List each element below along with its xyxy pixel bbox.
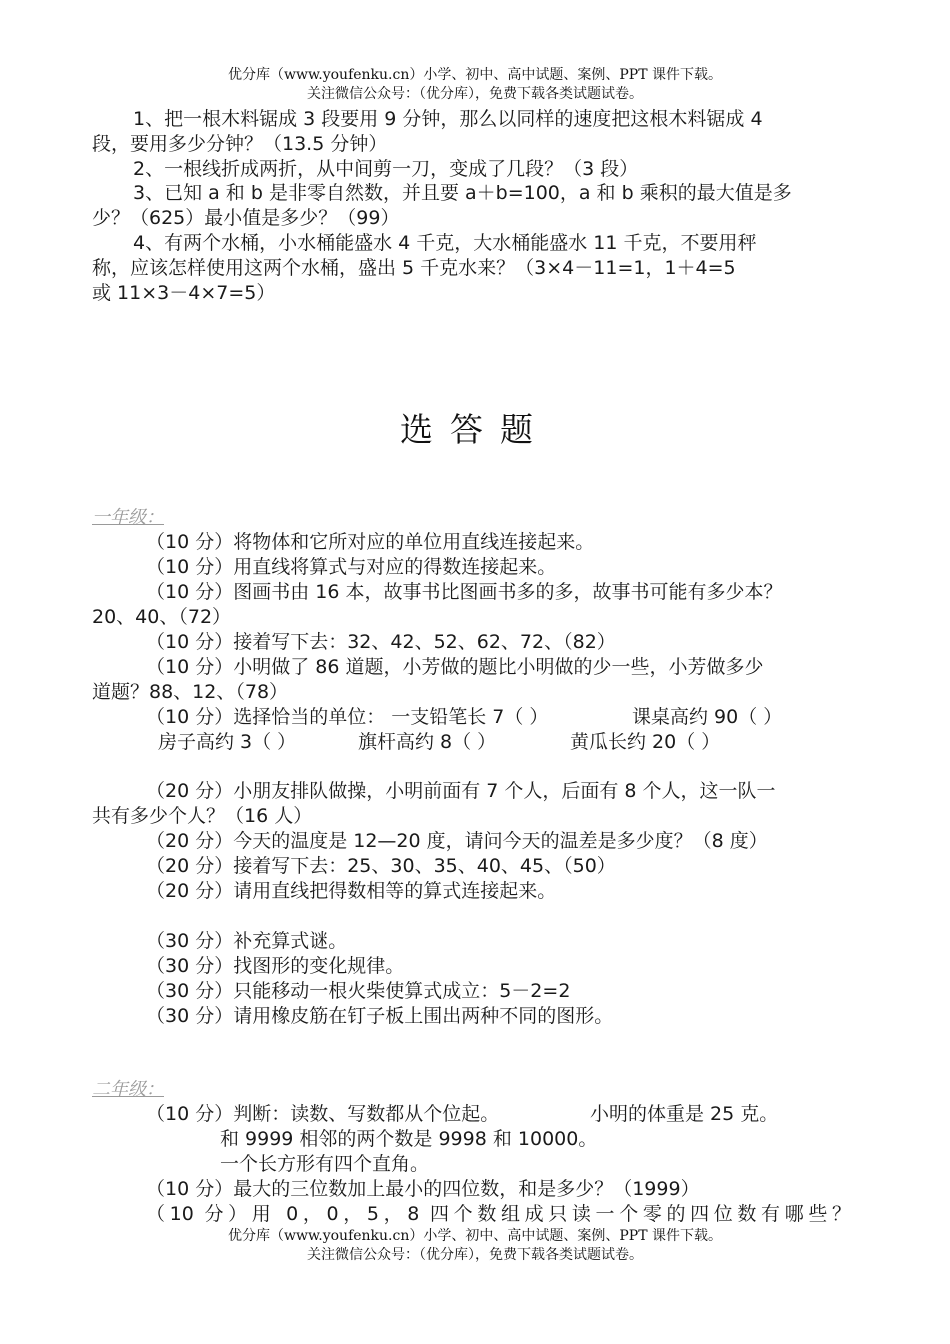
footer-line-2: 关注微信公众号：（优分库），免费下载各类试题试卷。 — [307, 1247, 643, 1263]
question-line: （20 分）接着写下去：25、30、35、40、45、（50） — [146, 855, 616, 877]
section-title: 选答题 — [400, 410, 550, 449]
question-line: 课桌高约 90（ ） — [632, 706, 783, 728]
question-line: 和 9999 相邻的两个数是 9998 和 10000。 — [220, 1128, 598, 1150]
question-line: 一个长方形有四个直角。 — [220, 1153, 430, 1175]
question-line: （30 分）找图形的变化规律。 — [146, 955, 405, 977]
question-line: 道题？88、12、（78） — [92, 681, 289, 703]
grade2-label: 二年级： — [92, 1079, 164, 1100]
intro-line: 2、一根线折成两折，从中间剪一刀，变成了几段？（3 段） — [133, 158, 639, 180]
question-line: （20 分）请用直线把得数相等的算式连接起来。 — [146, 880, 557, 902]
footer-line-1: 优分库（www.youfenku.cn）小学、初中、高中试题、案例、PPT 课件下载。 — [227, 1228, 722, 1244]
question-line: 旗杆高约 8（ ） — [358, 731, 497, 753]
grade1-label: 一年级： — [92, 507, 164, 528]
question-line: （30 分）请用橡皮筋在钉子板上围出两种不同的图形。 — [146, 1005, 614, 1027]
intro-line: 称，应该怎样使用这两个水桶，盛出 5 千克水来？（3×4－11=1，1＋4=5 — [92, 257, 736, 279]
question-line: 小明的体重是 25 克。 — [590, 1103, 779, 1125]
question-line: （30 分）补充算式谜。 — [146, 930, 348, 952]
question-line: （20 分）今天的温度是 12—20 度，请问今天的温差是多少度？（8 度） — [146, 830, 768, 852]
intro-line: 少？（625）最小值是多少？（99） — [92, 207, 400, 229]
question-line: （10 分）图画书由 16 本，故事书比图画书多的多，故事书可能有多少本？ — [146, 581, 783, 603]
intro-line: 段，要用多少分钟？（13.5 分钟） — [92, 133, 388, 155]
intro-line: 4、有两个水桶，小水桶能盛水 4 千克，大水桶能盛水 11 千克，不要用秤 — [133, 232, 757, 254]
question-line: （10 分）选择恰当的单位： 一支铅笔长 7（ ） — [146, 706, 549, 728]
question-line: （10 分）用 0，0，5，8 四个数组成只读一个零的四位数有哪些？ — [146, 1203, 851, 1225]
question-line: 房子高约 3（ ） — [158, 731, 297, 753]
question-line: （10 分）将物体和它所对应的单位用直线连接起来。 — [146, 531, 595, 553]
question-line: （10 分）小明做了 86 道题，小芳做的题比小明做的少一些，小芳做多少 — [146, 656, 764, 678]
question-line: 黄瓜长约 20（ ） — [570, 731, 721, 753]
question-line: 20、40、（72） — [92, 606, 232, 628]
question-line: （10 分）最大的三位数加上最小的四位数，和是多少？（1999） — [146, 1178, 700, 1200]
question-line: （10 分）用直线将算式与对应的得数连接起来。 — [146, 556, 557, 578]
header-line-1: 优分库（www.youfenku.cn）小学、初中、高中试题、案例、PPT 课件下载。 — [227, 67, 722, 83]
intro-line: 1、把一根木料锯成 3 段要用 9 分钟，那么以同样的速度把这根木料锯成 4 — [133, 108, 763, 130]
intro-line: 3、已知 a 和 b 是非零自然数，并且要 a＋b=100，a 和 b 乘积的最大值是多 — [133, 182, 792, 204]
intro-line: 或 11×3－4×7=5） — [92, 282, 276, 304]
question-line: （30 分）只能移动一根火柴使算式成立：5－2=2 — [146, 980, 571, 1002]
question-line: （10 分）接着写下去：32、42、52、62、72、（82） — [146, 631, 616, 653]
question-line: 共有多少个人？（16 人） — [92, 805, 313, 827]
question-line: （10 分）判断：读数、写数都从个位起。 — [146, 1103, 500, 1125]
header-line-2: 关注微信公众号：（优分库），免费下载各类试题试卷。 — [307, 86, 643, 102]
question-line: （20 分）小朋友排队做操，小明前面有 7 个人，后面有 8 个人，这一队一 — [146, 780, 776, 802]
